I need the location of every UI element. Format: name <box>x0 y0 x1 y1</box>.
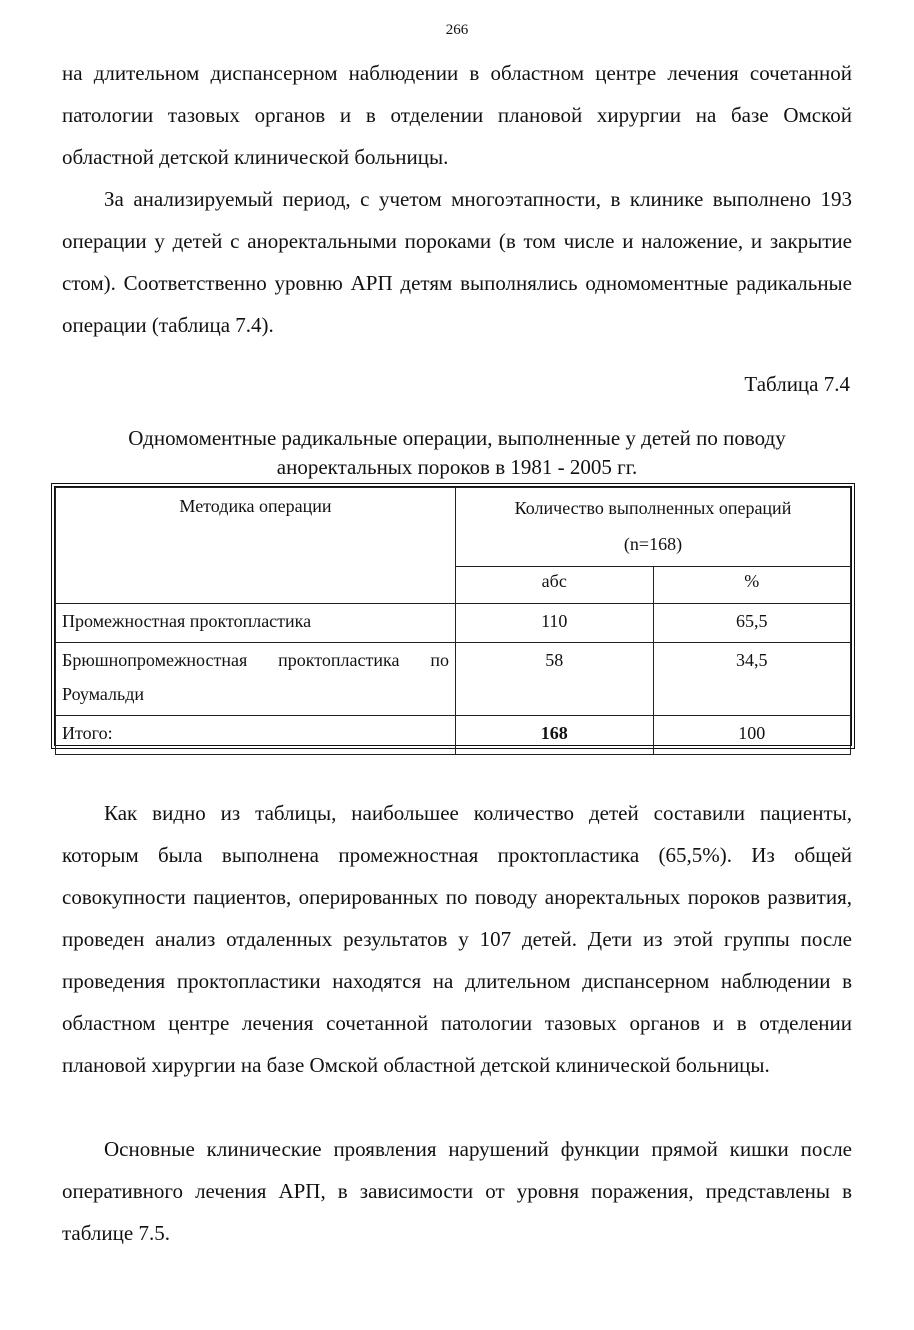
row-method: Брюшнопромежностная проктопластика по Роумальди <box>56 643 456 716</box>
table-total-row <box>56 716 851 755</box>
header-count-label: Количество выполненных операций <box>514 498 792 518</box>
total-percent: 100 <box>653 716 851 755</box>
row-abs: 110 <box>456 604 654 643</box>
total-abs: 168 <box>456 716 654 755</box>
table-caption: Одномоментные радикальные операции, выполненные у детей по поводу аноректальных пороков в 1981 - 2005 гг. <box>128 426 786 479</box>
page-number: 266 <box>445 22 469 38</box>
row-percent: 34,5 <box>653 643 851 716</box>
paragraph-operations-summary: За анализируемый период, с учетом многоэтапности, в клинике выполнено 193 операции у детей с аноректальными пороками (в том числе и наложение, и закрытие стом). Соответственно уровню АРП детям выполнялись одномоментные радикальные операции (таблица 7.4). <box>62 187 852 337</box>
row-method: Промежностная проктопластика <box>56 604 456 643</box>
paragraph-table-analysis: Как видно из таблицы, наибольшее количество детей составили пациенты, которым была выполнена промежностная проктопластика (65,5%). Из общей совокупности пациентов, оперированных по поводу аноректальных пороков развития, проведен анализ отдаленных результатов у 107 детей. Дети из этой группы после проведения проктопластики находятся на длительном диспансерном наблюдении в областном центре лечения сочетанной патологии тазовых органов и в отделении плановой хирургии на базе Омской областной детской клинической больницы. <box>62 801 852 1077</box>
table-label: Таблица 7.4 <box>744 372 850 396</box>
header-count-n: (n=168) <box>623 534 683 554</box>
row-percent: 65,5 <box>653 604 851 643</box>
paragraph-continuation: на длительном диспансерном наблюдении в областном центре лечения сочетанной патологии тазовых органов и в отделении плановой хирургии на базе Омской областной детской клинической больницы. <box>62 61 852 169</box>
table-row <box>56 643 851 716</box>
header-method: Методика операции <box>56 488 456 604</box>
header-abs: абс <box>456 567 654 604</box>
paragraph-next-table-intro: Основные клинические проявления нарушений функции прямой кишки после оперативного лечения АРП, в зависимости от уровня поражения, представлены в таблице 7.5. <box>62 1137 852 1245</box>
operations-table <box>51 483 855 749</box>
total-label: Итого: <box>56 716 456 755</box>
header-count <box>456 488 851 567</box>
row-abs: 58 <box>456 643 654 716</box>
operations-table-grid <box>55 487 851 755</box>
table-row <box>56 604 851 643</box>
table-header-row <box>56 488 851 567</box>
header-percent: % <box>653 567 851 604</box>
